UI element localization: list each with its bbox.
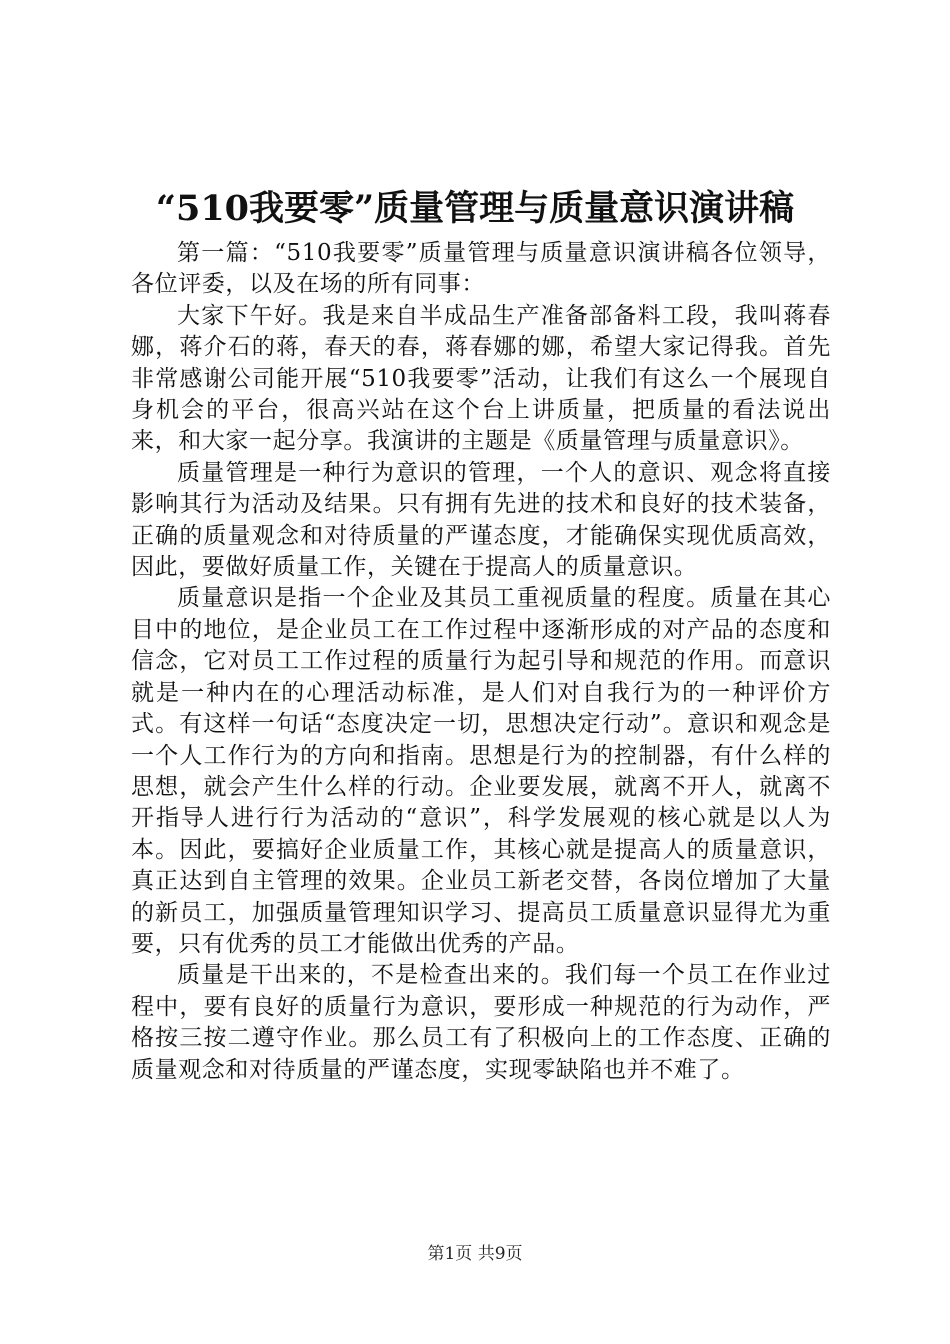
document-title: “510我要零”质量管理与质量意识演讲稿 — [155, 188, 795, 229]
paragraph-2: 大家下午好。我是来自半成品生产准备部备料工段，我叫蒋春娜，蒋介石的蒋，春天的春，蒋春娜的娜，希望大家记得我。首先非常感谢公司能开展“510我要零”活动，让我们有这么一个展现自身机会的平台，很高兴站在这个台上讲质量，把质量的看法说出来，和大家一起分享。我演讲的主题是《质量管理与质量意识》。 — [131, 302, 831, 455]
document-body — [131, 238, 831, 1086]
paragraph-5: 质量是干出来的，不是检查出来的。我们每一个员工在作业过程中，要有良好的质量行为意识，要形成一种规范的行为动作，严格按三按二遵守作业。那么员工有了积极向上的工作态度、正确的质量观念和对待质量的严谨态度，实现零缺陷也并不难了。 — [131, 962, 831, 1083]
paragraph-1: 第一篇：“510我要零”质量管理与质量意识演讲稿各位领导，各位评委，以及在场的所有同事： — [131, 240, 831, 298]
paragraph-3: 质量管理是一种行为意识的管理，一个人的意识、观念将直接影响其行为活动及结果。只有拥有先进的技术和良好的技术装备，正确的质量观念和对待质量的严谨态度，才能确保实现优质高效，因此，要做好质量工作，关键在于提高人的质量意识。 — [131, 459, 831, 581]
paragraph-4: 质量意识是指一个企业及其员工重视质量的程度。质量在其心目中的地位，是企业员工在工作过程中逐渐形成的对产品的态度和信念，它对员工工作过程的质量行为起引导和规范的作用。而意识就是一种内在的心理活动标准，是人们对自我行为的一种评价方式。有这样一句话“态度决定一切，思想决定行动”。意识和观念是一个人工作行为的方向和指南。思想是行为的控制器，有什么样的思想，就会产生什么样的行动。企业要发展，就离不开人，就离不开指导人进行行为活动的“意识”，科学发展观的核心就是以人为本。因此，要搞好企业质量工作，其核心就是提高人的质量意识，真正达到自主管理的效果。企业员工新老交替，各岗位增加了大量的新员工，加强质量管理知识学习、提高员工质量意识显得尤为重要，只有优秀的员工才能做出优秀的产品。 — [131, 585, 831, 957]
page-footer: 第1页 共9页 — [427, 1244, 523, 1264]
